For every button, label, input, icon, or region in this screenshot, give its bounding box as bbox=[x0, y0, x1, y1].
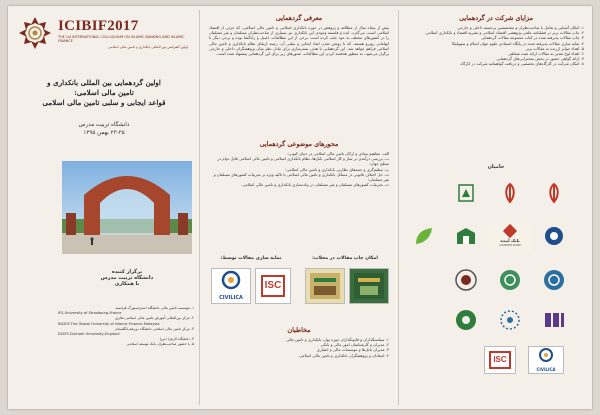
journal-cover-icon bbox=[350, 269, 388, 303]
indexing-label: نمایه سازی مقالات توسط: bbox=[220, 256, 282, 261]
isc-logo bbox=[484, 346, 516, 374]
list-item: ۳. چاپ مقالات پذیرفته شده در کتاب مجموعه مقالات گردهمایی bbox=[480, 35, 584, 41]
indexing-section bbox=[209, 256, 389, 306]
list-item: ۵. با حضور صاحب‌نظران بانک توسعه اسلامی bbox=[126, 342, 194, 347]
list-item: الف. مفاهیم بنیادی و ارکان تامین مالی اسلامی در دنیای کنونی؛ bbox=[287, 151, 389, 156]
main-title-line: تامین مالی اسلامی: bbox=[74, 88, 134, 97]
conference-acronym: ICIBIF2017 bbox=[58, 18, 139, 34]
main-title-line: اولین گردهمایی بین المللی بانکداری و bbox=[47, 78, 161, 87]
middle-panel bbox=[201, 6, 397, 409]
journal-cover-2 bbox=[349, 268, 389, 304]
civilica-text: CIVILICA bbox=[219, 295, 243, 301]
list-item: ۴. نمایه سازی مقالات پذیرفته شده در پایگاه استنادی علوم جهان اسلام و سیویلیکا bbox=[452, 40, 584, 46]
conference-subtitle-fa: اولین کنفرانس بین المللی بانکداری و تامین مالی اسلامی bbox=[108, 45, 188, 49]
benefits-panel bbox=[400, 6, 592, 409]
fold-line bbox=[199, 10, 200, 405]
list-item: ۸. امکان شرکت در کارگاه‌های تخصصی و دریافت گواهینامه شرکت در کارگاه bbox=[460, 61, 584, 67]
audience-section bbox=[209, 326, 389, 358]
isc-text: ISC bbox=[261, 275, 285, 297]
civilica-text: CIVILICA bbox=[536, 367, 556, 372]
list-item: ۱. موسسه تامین مالی دانشگاه استراسبورگ-فرانسه bbox=[115, 306, 194, 310]
purple-logo-icon bbox=[542, 308, 566, 332]
iran-emblem-icon bbox=[542, 181, 566, 205]
round-seal-icon bbox=[498, 268, 522, 292]
journals-label: امکان چاپ مقالات در مجلات: bbox=[312, 256, 378, 261]
civilica-icon bbox=[529, 347, 563, 363]
list-item: ث. تجربیات کشورهای مسلمان و غیر مسلمان در پیاده‌سازی بانکداری و تامین مالی اسلامی. bbox=[241, 182, 389, 188]
round-seal-icon bbox=[454, 308, 478, 332]
list-item: ۴. استادان و پژوهشگران بانکداری و تامین مالی اسلامی bbox=[299, 352, 389, 358]
ayandeh-bank-logo bbox=[488, 224, 532, 250]
civilica-logo bbox=[528, 346, 564, 374]
isc-logo bbox=[255, 268, 291, 304]
list-item: ۲. مرکز بین‌المللی آموزش تامین مالی اسلامی-مالزی bbox=[114, 316, 194, 321]
list-item: ۴. دانشگاه الزهرا (س) bbox=[159, 337, 194, 342]
benefits-section bbox=[408, 14, 584, 67]
civilica-logo bbox=[211, 268, 251, 304]
organizer-name: دانشگاه تربیت مدرس bbox=[100, 275, 154, 282]
main-title-line: قواعد ایجابی و سلبی تامین مالی اسلامی bbox=[42, 98, 166, 107]
campus-arch-photo bbox=[62, 161, 192, 254]
list-item: ۱. سیاستگذاران و قانونگذاران حوزه پول، بانکداری و تامین مالی bbox=[286, 337, 389, 342]
list-item: ت. حل اختلاف قانونی در مسائل بانکداری و تامین مالی اسلامی با تاکید ویژه بر تجربیات کشورهای مسلمان و غیر مسلمان؛ bbox=[213, 171, 389, 183]
ministry-seal-icon bbox=[454, 181, 478, 205]
audience-title: مخاطبان bbox=[287, 326, 311, 334]
list-item: DCIEF-Durham University-England bbox=[58, 332, 120, 337]
iran-emblem-icon bbox=[498, 181, 522, 205]
conference-subtitle-en: THE 1st INTERNATIONAL COLLOQUIUM ON ISLAMIC BANKING AND ISLAMIC FINANCE bbox=[58, 35, 185, 44]
conference-logo bbox=[14, 16, 194, 58]
main-title bbox=[16, 78, 192, 108]
benefits-title: مزایای شرکت در گردهمایی bbox=[459, 14, 533, 22]
round-seal-icon bbox=[454, 268, 478, 292]
building-logo-icon bbox=[454, 224, 478, 248]
journal-cover-1 bbox=[305, 268, 345, 304]
dotted-logo-icon bbox=[498, 308, 522, 332]
intro-title: معرفی گردهمایی bbox=[275, 14, 323, 22]
bank-logo-icon bbox=[542, 224, 566, 248]
journal-cover-icon bbox=[306, 269, 344, 303]
civilica-icon bbox=[212, 269, 250, 291]
intro-text: بیش از پنجاه سال از مطالعه و پژوهش در حوزه بانکداری اسلامی و تامین مالی اسلامی، که جزئی از اقتصاد اسلامی است، می‌گذرد. ایده و فلسفه وجودی این بانکداری نیز بسیاری از صاحب‌نظران مسلمان و غیر مسلمان را در کشورهای مختلف به خود جلب کرده است. برخی از این مطالعات، اصیل و راه‌گشا بوده و برخی دیگر با ابهاماتی روبرو هستند. که با روشن شدن ابعاد ایجابی و سلبی آن، زمینه ارتقای نظام بانکداری و تامین مالی اسلامی فراهم خواهد شد. این گردهمایی با هدف بسترسازی برای تبادل نظر میان پژوهشگران داخلی و خارجی برگزار می‌شود. به منظور هدفمند کردن این مطالعات، محورهای زیر برای این گردهمایی پیشنهاد شده است. bbox=[209, 25, 389, 57]
list-item: ۲. مدیران و کارشناسان امور مالی و بانکی bbox=[320, 342, 389, 348]
list-item: ۱. امکان آشنایی و تعامل با صاحب‌نظران و متخصصین برجسته داخلی و خارجی bbox=[457, 25, 584, 30]
list-item: ۵. اهداء جوایز ارزنده به مقالات برتر bbox=[525, 45, 584, 51]
topics-section bbox=[209, 140, 389, 187]
partner-list bbox=[58, 306, 194, 348]
list-item: INCEIF-The Global University of Islamic Finance-Malaysia bbox=[58, 321, 160, 326]
fold-line bbox=[398, 10, 399, 405]
green-leaf-logo-icon bbox=[412, 224, 436, 248]
event-date: ۲۳-۲۵ بهمن ۱۳۹۵ bbox=[83, 129, 125, 136]
organizer-block bbox=[62, 269, 192, 288]
topics-title: محورهای موضوعی گردهمایی bbox=[259, 140, 339, 148]
list-item: ۶. اهداء لوح تقدیر به مقالات ارائه شده شفاهی bbox=[508, 51, 584, 57]
list-item: ب. بررسی درآمدی بر ساز و کار اسلامی بانک‌ها، نظام بانکداری اسلامی و تامین مالی اسلامی قابل دوام در سطح جهان؛ bbox=[217, 156, 389, 167]
list-item: پ. تنظیم‌گری و جنبه‌های نظارتی بانکداری و تامین مالی اسلامی؛ bbox=[285, 166, 389, 172]
cover-panel bbox=[8, 6, 198, 409]
conference-emblem-icon bbox=[18, 16, 52, 50]
list-item: ۷. ارائه گواهی حضور در بخش سخنرانی‌های گردهمایی bbox=[496, 56, 584, 62]
list-item: IFS-University of Strasbourg-France bbox=[58, 311, 122, 316]
organizer-label: برگزار کننده bbox=[111, 269, 143, 275]
list-item: ۳. مدیران بانک‌ها و موسسات مالی و اعتباری bbox=[316, 347, 389, 353]
intro-section bbox=[209, 14, 389, 56]
isc-text: ISC bbox=[489, 351, 511, 369]
round-seal-icon bbox=[542, 268, 566, 292]
sponsors-title: حامیان bbox=[487, 164, 505, 170]
venue-info bbox=[16, 122, 192, 137]
ayandeh-name: بانک آینده bbox=[500, 238, 520, 243]
venue-name: دانشگاه تربیت مدرس bbox=[78, 122, 130, 128]
list-item: ۳. مرکز تامین مالی اسلامی دانشگاه دورهم-انگلستان bbox=[114, 326, 194, 331]
ayandeh-name-en: AYANDEH BANK bbox=[499, 243, 521, 247]
list-item: ۲. چاپ مقالات برتر در فصلنامه علمی-پژوهشی اقتصاد اسلامی و نشریه اقتصاد و بانکداری اسلامی bbox=[425, 30, 584, 36]
collaboration-label: با همکاری bbox=[114, 281, 140, 288]
brochure-sheet bbox=[8, 6, 592, 409]
ayandeh-diamond-icon bbox=[503, 224, 517, 238]
